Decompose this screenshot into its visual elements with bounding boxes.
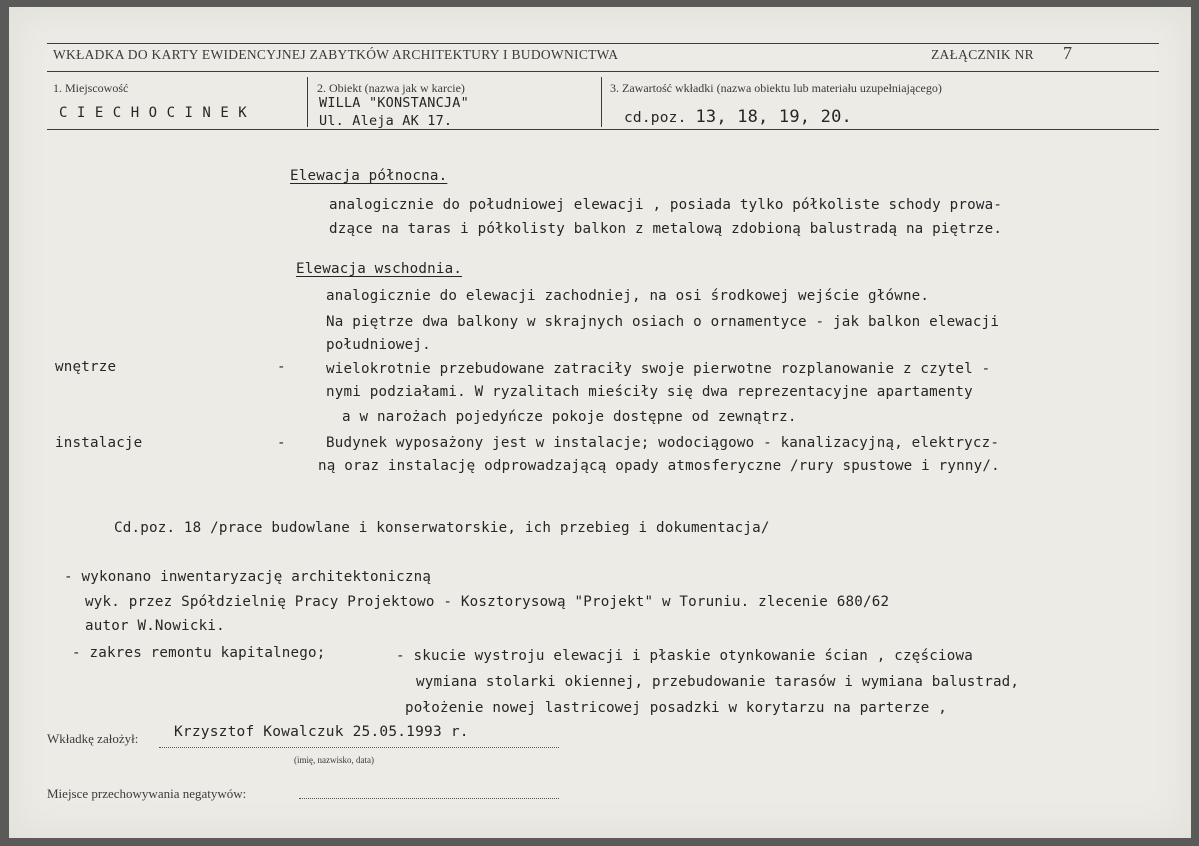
- negatives-label: Miejsce przechowywania negatywów:: [47, 786, 247, 801]
- interior-line-2: nymi podziałami. W ryzalitach mieściły się dwa reprezentacyjne apartamenty: [326, 384, 973, 400]
- east-line-3: południowej.: [326, 337, 431, 353]
- field-separator-1: [307, 77, 308, 127]
- interior-line-3: a w narożach pojedyńcze pokoje dostępne od zewnątrz.: [342, 409, 797, 425]
- object-name: WILLA "KONSTANCJA": [319, 95, 469, 111]
- content-positions: 13, 18, 19, 20.: [695, 107, 852, 127]
- record-card: [9, 7, 1191, 838]
- header-divider: [47, 71, 1159, 72]
- founded-line: [159, 746, 559, 748]
- north-line-1: analogicznie do południowej elewacji , posiada tylko półkoliste schody prowa-: [329, 197, 1003, 213]
- founded-caption: (imię, nazwisko, data): [294, 755, 374, 765]
- renovation-line-3: położenie nowej lastricowej posadzki w korytarzu na parterze ,: [405, 700, 947, 716]
- locality-value: CIECHOCINEK: [59, 105, 257, 121]
- east-line-1: analogicznie do elewacji zachodniej, na osi środkowej wejście główne.: [326, 288, 930, 304]
- installation-line-1: Budynek wyposażony jest w instalacje; wodociągowo - kanalizacyjną, elektrycz-: [326, 435, 1000, 451]
- renovation-line-2: wymiana stolarki okiennej, przebudowanie tarasów i wymiana balustrad,: [416, 674, 1020, 690]
- interior-line-1: wielokrotnie przebudowane zatraciły swoje pierwotne rozplanowanie z czytel -: [326, 361, 991, 377]
- object-label: 2. Obiekt (nazwa jak w karcie): [317, 81, 465, 95]
- installation-dash: -: [277, 435, 286, 451]
- negatives-line: [299, 797, 559, 799]
- founded-label: Wkładkę założył:: [47, 731, 139, 746]
- inventory-line-3: autor W.Nowicki.: [85, 618, 225, 634]
- attachment-number: 7: [1063, 43, 1072, 63]
- north-line-2: dzące na taras i półkolisty balkon z metalową zdobioną balustradą na piętrze.: [329, 221, 1003, 237]
- attachment-label: ZAŁĄCZNIK NR: [931, 47, 1034, 62]
- north-elevation-heading: Elewacja północna.: [290, 168, 448, 184]
- founded-value: Krzysztof Kowalczuk 25.05.1993 r.: [174, 724, 469, 740]
- content-prefix: cd.poz.: [624, 110, 687, 126]
- interior-label: wnętrze: [55, 359, 117, 375]
- section-18-heading: Cd.poz. 18 /prace budowlane i konserwatorskie, ich przebieg i dokumentacja/: [114, 520, 770, 536]
- content-label: 3. Zawartość wkładki (nazwa obiektu lub materiału uzupełniającego): [610, 81, 942, 95]
- field-separator-2: [601, 77, 602, 127]
- fields-bottom-border: [47, 129, 1159, 130]
- east-elevation-heading: Elewacja wschodnia.: [296, 261, 463, 277]
- renovation-label: - zakres remontu kapitalnego;: [72, 645, 326, 661]
- renovation-line-1: - skucie wystroju elewacji i płaskie otynkowanie ścian , częściowa: [396, 648, 973, 664]
- content-value: [624, 107, 852, 127]
- inventory-line-1: - wykonano inwentaryzację architektoniczną: [64, 569, 432, 585]
- interior-dash: -: [277, 359, 286, 375]
- object-address: Ul. Aleja AK 17.: [319, 113, 453, 129]
- east-line-2: Na piętrze dwa balkony w skrajnych osiach o ornamentyce - jak balkon elewacji: [326, 314, 1000, 330]
- top-border: [47, 43, 1159, 44]
- inventory-line-2: wyk. przez Spółdzielnię Pracy Projektowo - Kosztorysową "Projekt" w Toruniu. zlecenie 680/62: [85, 594, 890, 610]
- installation-label: instalacje: [55, 435, 143, 451]
- locality-label: 1. Miejscowość: [53, 81, 129, 95]
- installation-line-2: ną oraz instalację odprowadzającą opady atmosferyczne /rury spustowe i rynny/.: [318, 458, 1000, 474]
- card-title: WKŁADKA DO KARTY EWIDENCYJNEJ ZABYTKÓW ARCHITEKTURY I BUDOWNICTWA: [53, 47, 619, 62]
